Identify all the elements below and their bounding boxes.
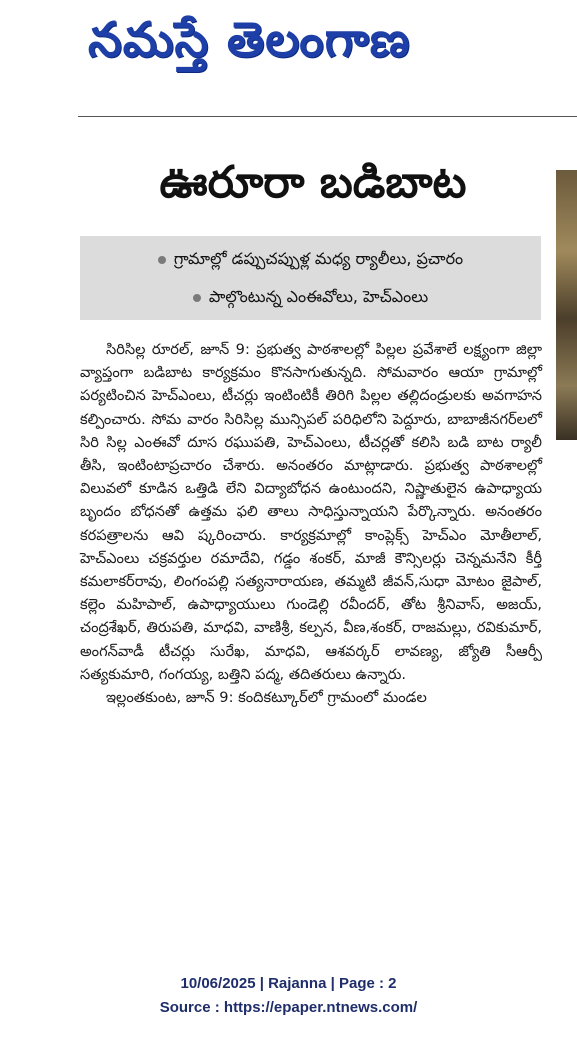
article-paragraph: ఇల్లంతకుంట, జూన్ 9: కందికట్కూర్‌లో గ్రామంలో మండల — [106, 689, 427, 707]
masthead-divider — [78, 116, 577, 117]
footer-date-line: 10/06/2025 | Rajanna | Page : 2 — [180, 975, 397, 992]
bullet-icon — [158, 256, 166, 264]
bullet-icon — [193, 294, 201, 302]
article-headline: ఊరూరా బడిబాట — [159, 157, 467, 208]
article-paragraph: సిరిసిల్ల రూరల్, జూన్ 9: ప్రభుత్వ పాఠశాలల్లో పిల్లల ప్రవేశాలే లక్ష్యంగా జిల్లా వ్యాప్తంగా బడిబాట కార్యక్రమం కొనసాగుతున్నది. సోమవారం ఆయా గ్రామాల్లో పర్యటించిన హెచ్ఎంలు, టీచర్లు ఇంటింటికీ తిరిగి పిల్లల తల్లిదండ్రులకు అవగాహన కల్పించారు. సోమ వారం సిరిసిల్ల మున్సిపల్ పరిధిలోని పెద్దూరు, బాబాజీనగర్‌లలో సిరి సిల్ల ఎంఈవో దూస రఘుపతి, హెచ్ఎంలు, టీచర్లతో కలిసి బడి బాట ర్యాలీ తీసి, ఇంటింటాప్రచారం చేశారు. అనంతరం మాట్లాడారు. ప్రభుత్వ పాఠశాలల్లో విలువలో కూడిన ఒత్తిడి లేని విద్యాబోధన ఉంటుందని, నిష్ణాతులైన ఉపాధ్యాయ బృందం బోధనతో ఉత్తమ ఫలి తాలు సాధిస్తున్నాయని పేర్కొన్నారు. అనంతరం కరపత్రాలను ఆవి ష్కరించారు. కార్యక్రమాల్లో కాంప్లెక్స్ హెచ్ఎం మోతీలాల్, హెచ్ఎంలు చక్రవర్తుల రమాదేవి, గడ్డం శంకర్, మాజీ కౌన్సిలర్లు చెన్నమనేని కీర్తీ కమలాకర్‌రావు, లింగంపల్లి సత్యనారాయణ, తమ్మటి జీవన్,సుధా మోటం జైపాల్, కల్లెం మహిపాల్, ఉపాధ్యాయులు గుండెల్లి రవీందర్, తోట శ్రీనివాస్, అజయ్, చంద్రశేఖర్, తిరుపతి, మాధవి, వాణిశ్రీ, కల్పన, వీణ,శంకర్, రాజమల్లు, రవికుమార్, అంగన్‌వాడీ టీచర్లు సురేఖ, మాధవి, ఆశవర్కర్ లావణ్య, జ్యోతి సీఆర్పీ సత్యకుమారి, గంగయ్య, బత్తిని పద్మ, తదితరులు ఉన్నారు. — [80, 341, 542, 683]
newspaper-logo: నమస్తే తెలంగాణ — [88, 12, 411, 68]
highlight-item — [80, 280, 541, 314]
highlight-text: గ్రామాల్లో డప్పుచప్పుళ్ల మధ్య ర్యాలీలు, ప్రచారం — [173, 249, 464, 268]
highlight-item — [80, 242, 541, 276]
highlight-text: పాల్గొంటున్న ఎంఈవోలు, హెచ్ఎంలు — [208, 287, 429, 306]
masthead — [0, 0, 577, 118]
page-footer — [0, 972, 577, 1020]
footer-source-line: Source : https://epaper.ntnews.com/ — [159, 999, 418, 1016]
highlights-box — [80, 236, 541, 320]
adjacent-article-photo — [556, 170, 577, 440]
article-body — [80, 338, 542, 709]
